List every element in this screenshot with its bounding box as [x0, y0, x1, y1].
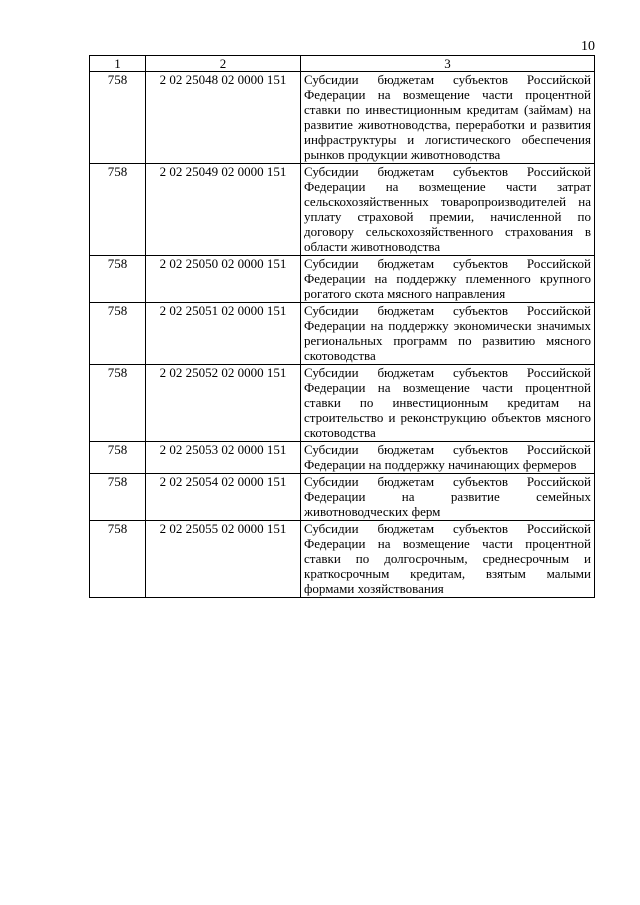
revenue-name-cell: Субсидии бюджетам субъектов Российской Федерации на возмещение части процентной ставки по инвестиционным кредитам на строительство и реконструкцию объектов мясного скотоводства: [301, 365, 595, 442]
admin-code-cell: 758: [90, 442, 146, 474]
revenue-name-cell: Субсидии бюджетам субъектов Российской Федерации на поддержку начинающих фермеров: [301, 442, 595, 474]
revenue-name-cell: Субсидии бюджетам субъектов Российской Федерации на возмещение части процентной ставки по долгосрочным, среднесрочным и краткосрочным кредитам, взятым малыми формами хозяйствования: [301, 521, 595, 598]
revenue-code-cell: 2 02 25052 02 0000 151: [146, 365, 301, 442]
table-row: [90, 164, 595, 256]
table-row: [90, 474, 595, 521]
table-row: [90, 365, 595, 442]
table-row: [90, 72, 595, 164]
revenue-name-cell: Субсидии бюджетам субъектов Российской Федерации на возмещение части процентной ставки по инвестиционным кредитам (займам) на развитие животноводства, переработки и развития инфраструктуры и логистического обеспечения рынков продукции животноводства: [301, 72, 595, 164]
revenue-code-cell: 2 02 25053 02 0000 151: [146, 442, 301, 474]
column-header-2: 2: [146, 56, 301, 72]
revenue-code-cell: 2 02 25049 02 0000 151: [146, 164, 301, 256]
table-row: [90, 442, 595, 474]
admin-code-cell: 758: [90, 365, 146, 442]
table-row: [90, 256, 595, 303]
revenue-code-cell: 2 02 25051 02 0000 151: [146, 303, 301, 365]
table-row: [90, 521, 595, 598]
admin-code-cell: 758: [90, 72, 146, 164]
admin-code-cell: 758: [90, 303, 146, 365]
page-number: 10: [581, 39, 595, 54]
budget-codes-table: [89, 55, 595, 598]
revenue-code-cell: 2 02 25054 02 0000 151: [146, 474, 301, 521]
table-row: [90, 303, 595, 365]
table-body: [90, 72, 595, 598]
admin-code-cell: 758: [90, 256, 146, 303]
revenue-code-cell: 2 02 25050 02 0000 151: [146, 256, 301, 303]
admin-code-cell: 758: [90, 474, 146, 521]
table-header-row: [90, 56, 595, 72]
revenue-name-cell: Субсидии бюджетам субъектов Российской Федерации на возмещение части затрат сельскохозяйственных товаропроизводителей на уплату страховой премии, начисленной по договору сельскохозяйственного страхования в области животноводства: [301, 164, 595, 256]
revenue-name-cell: Субсидии бюджетам субъектов Российской Федерации на поддержку племенного крупного рогатого скота мясного направления: [301, 256, 595, 303]
revenue-code-cell: 2 02 25048 02 0000 151: [146, 72, 301, 164]
column-header-3: 3: [301, 56, 595, 72]
revenue-name-cell: Субсидии бюджетам субъектов Российской Федерации на развитие семейных животноводческих ферм: [301, 474, 595, 521]
admin-code-cell: 758: [90, 521, 146, 598]
column-header-1: 1: [90, 56, 146, 72]
revenue-code-cell: 2 02 25055 02 0000 151: [146, 521, 301, 598]
admin-code-cell: 758: [90, 164, 146, 256]
revenue-name-cell: Субсидии бюджетам субъектов Российской Федерации на поддержку экономически значимых региональных программ по развитию мясного скотоводства: [301, 303, 595, 365]
